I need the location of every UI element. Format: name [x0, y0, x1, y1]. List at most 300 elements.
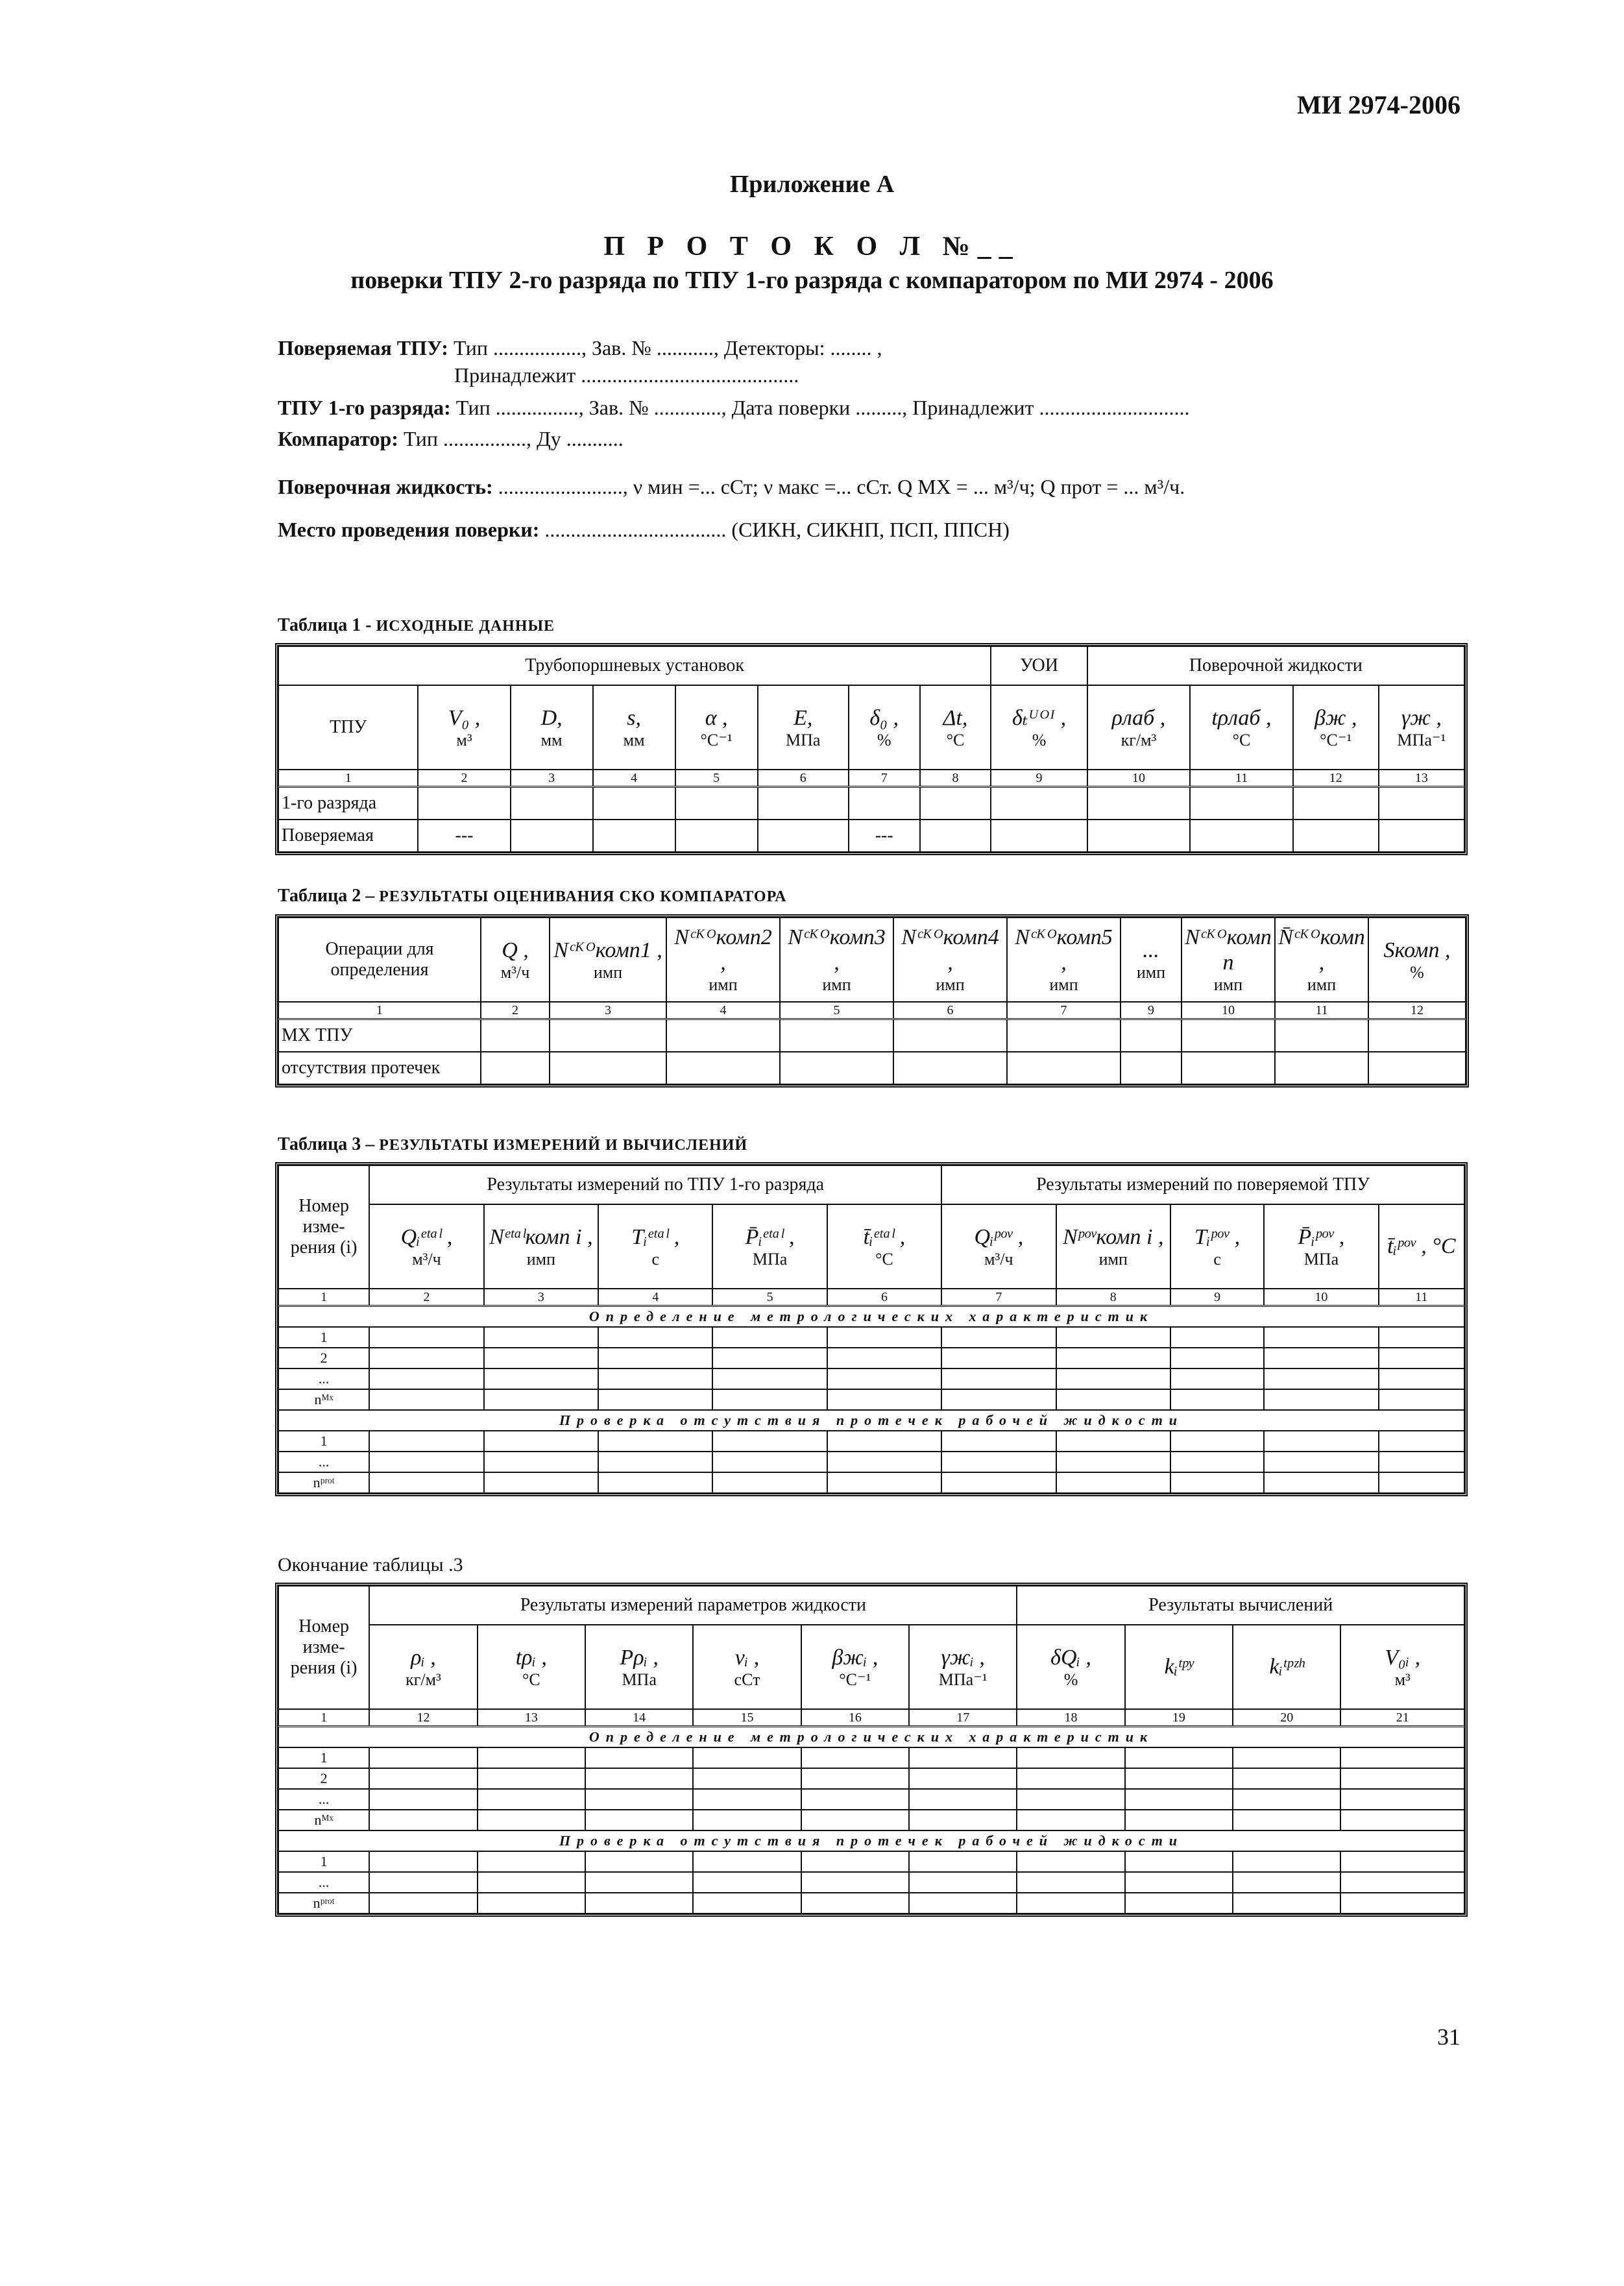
table-cell [585, 1747, 693, 1768]
column-unit: имп [936, 975, 965, 995]
column-unit: имп [526, 1249, 555, 1269]
table-cell [1264, 1452, 1378, 1472]
table-row [278, 1389, 1464, 1410]
table-row [278, 1368, 1464, 1389]
table-cell [585, 1893, 693, 1914]
info-line-owner [454, 363, 799, 387]
info-text: ........................, ν мин =... сСт; ν макс =... сСт. Q МХ = ... м³/ч; Q прот = ... м³/ч. [498, 475, 1185, 498]
column-symbol: δ₀ , [869, 705, 899, 730]
protocol-subtitle: поверки ТПУ 2-го разряда по ТПУ 1-го разряда с компаратором по МИ 2974 - 2006 [350, 267, 1274, 294]
column-symbol: Nᶜᴷᴼкомп2 , [674, 925, 772, 975]
table-cell [1190, 820, 1293, 852]
table-cell [585, 1851, 693, 1872]
column-number: 8 [920, 770, 991, 787]
table-cell [827, 1368, 941, 1389]
column-number: 6 [827, 1289, 941, 1306]
table-cell [712, 1472, 827, 1493]
group-header-uoi: УОИ [991, 646, 1087, 685]
table-cell [369, 1472, 483, 1493]
table-cell [827, 1327, 941, 1348]
table-cell [593, 787, 675, 820]
column-symbol: kᵢᵗᵖᶻʰ [1269, 1655, 1305, 1679]
table-cell [585, 1872, 693, 1893]
table-cell [1340, 1851, 1464, 1872]
table-cell [1170, 1368, 1264, 1389]
column-unit: % [1063, 1670, 1078, 1689]
column-header-operations: Операции для определения [278, 918, 481, 1002]
section-header-metrology: Определение метрологических характеристик [278, 1727, 1464, 1748]
row-label: 1-го разряда [278, 787, 418, 820]
table-cell [593, 820, 675, 852]
column-number: 4 [598, 1289, 712, 1306]
table-cell [1340, 1810, 1464, 1830]
table-cell [1275, 1052, 1368, 1084]
table-row [278, 1348, 1464, 1368]
table-cell [1056, 1472, 1170, 1493]
table-cell [1125, 1851, 1233, 1872]
table-cell [1379, 1472, 1464, 1493]
column-unit: м³ [1394, 1670, 1411, 1689]
info-text: Тип ................, Ду ........... [403, 427, 624, 450]
column-header [1170, 1204, 1264, 1289]
column-unit: МПа [752, 1249, 788, 1269]
column-number: 1 [278, 1002, 481, 1019]
column-unit: мм [540, 730, 563, 749]
group-header-calculations: Результаты вычислений [1017, 1586, 1464, 1625]
column-symbol: βжᵢ , [832, 1645, 879, 1670]
table-cell [909, 1872, 1017, 1893]
column-unit: кг/м³ [406, 1670, 441, 1689]
column-header [1182, 918, 1275, 1002]
info-label: Компаратор: [278, 427, 398, 450]
column-number: 21 [1340, 1709, 1464, 1727]
table-cell [585, 1810, 693, 1830]
table-cell [484, 1348, 598, 1368]
column-header [1233, 1625, 1340, 1709]
caption-prefix: Таблица 1 - [278, 615, 372, 635]
column-header [920, 685, 991, 770]
column-header-measurement-number: Номер изме-рения (i) [278, 1165, 369, 1289]
column-number: 20 [1233, 1709, 1340, 1727]
row-label: МХ ТПУ [278, 1019, 481, 1052]
page-number: 31 [1437, 2024, 1460, 2050]
column-symbol: δQᵢ , [1050, 1645, 1091, 1670]
column-unit: МПа [622, 1670, 657, 1689]
table-cell [418, 787, 510, 820]
column-number: 19 [1125, 1709, 1233, 1727]
table-cell [369, 1893, 477, 1914]
row-number: 1 [278, 1747, 369, 1768]
table-cell [920, 820, 991, 852]
table-cell [1368, 1052, 1466, 1084]
table-cell [484, 1368, 598, 1389]
column-header [675, 685, 758, 770]
column-unit: °C [1232, 730, 1251, 749]
table-cell [849, 787, 920, 820]
column-symbol: Nᶜᴷᴼкомп5 , [1015, 925, 1113, 975]
row-number: nᵖʳᵒᵗ [278, 1472, 369, 1493]
table-cell [693, 1789, 801, 1810]
table-cell [712, 1327, 827, 1348]
table-cell [1007, 1052, 1121, 1084]
table-cell [909, 1851, 1017, 1872]
table-cell [1264, 1431, 1378, 1452]
table-cell [550, 1052, 666, 1084]
table-cell [780, 1052, 893, 1084]
column-header [693, 1625, 801, 1709]
column-symbol: Tᵢᵉᵗᵃˡ , [631, 1224, 680, 1249]
caption-text: РЕЗУЛЬТАТЫ ИЗМЕРЕНИЙ И ВЫЧИСЛЕНИЙ [379, 1137, 748, 1154]
row-label: отсутствия протечек [278, 1052, 481, 1084]
table2-caption [278, 886, 787, 906]
table-cell [1264, 1327, 1378, 1348]
table-cell [991, 820, 1087, 852]
column-unit: °C⁻¹ [839, 1670, 871, 1689]
column-number: 12 [1293, 770, 1379, 787]
column-number: 5 [780, 1002, 893, 1019]
table3-caption [278, 1134, 747, 1155]
table-cell [666, 1019, 780, 1052]
column-header [1190, 685, 1293, 770]
column-unit: % [1410, 962, 1424, 982]
table-cell [1368, 1019, 1466, 1052]
table-cell [1017, 1872, 1124, 1893]
row-number: 1 [278, 1431, 369, 1452]
table-cell [585, 1768, 693, 1789]
table-row [278, 1893, 1464, 1914]
row-number: 2 [278, 1768, 369, 1789]
table-cell [369, 1348, 483, 1368]
column-symbol: N̄ᶜᴷᴼкомп , [1278, 925, 1365, 975]
column-number: 8 [1056, 1289, 1170, 1306]
table3 [278, 1165, 1465, 1494]
group-header-liquid-params: Результаты измерений параметров жидкости [369, 1586, 1017, 1625]
column-header [1121, 918, 1182, 1002]
appendix-title: Приложение А [729, 171, 895, 198]
column-header [1368, 918, 1466, 1002]
info-text: Тип ................, Зав. № ............., Дата поверки ........., Принадлежит ............................. [455, 396, 1190, 419]
table-cell [909, 1768, 1017, 1789]
table-cell [801, 1789, 909, 1810]
column-unit: °C⁻¹ [700, 730, 733, 749]
table-cell [827, 1472, 941, 1493]
table2 [278, 917, 1466, 1085]
column-number: 2 [369, 1289, 483, 1306]
column-symbol: ρлаб , [1111, 705, 1166, 730]
table-cell [598, 1327, 712, 1348]
table-cell [1056, 1327, 1170, 1348]
table-cell: --- [418, 820, 510, 852]
table-cell [827, 1389, 941, 1410]
column-unit: имп [1213, 975, 1243, 995]
table3-continuation-caption: Окончание таблицы .3 [278, 1554, 463, 1575]
column-unit: имп [709, 975, 738, 995]
column-symbol: Qᵢᵉᵗᵃˡ , [400, 1224, 453, 1249]
row-number: nᴹˣ [278, 1810, 369, 1830]
table-cell [369, 1747, 477, 1768]
table-row [278, 1789, 1464, 1810]
table-row [278, 1431, 1464, 1452]
column-symbol: Q , [502, 938, 529, 962]
column-header [780, 918, 893, 1002]
table-cell [801, 1768, 909, 1789]
table-cell [484, 1472, 598, 1493]
table-cell [1340, 1768, 1464, 1789]
table-cell [920, 787, 991, 820]
column-number: 9 [1121, 1002, 1182, 1019]
table-cell [1170, 1431, 1264, 1452]
table-cell [780, 1019, 893, 1052]
table-cell [758, 787, 849, 820]
column-header-tpu: ТПУ [278, 685, 418, 770]
column-number: 12 [1368, 1002, 1466, 1019]
table-cell [1056, 1368, 1170, 1389]
info-text: Тип ................., Зав. № ..........., Детекторы: ........ , [453, 336, 882, 359]
table-cell [369, 1389, 483, 1410]
table-cell [1264, 1368, 1378, 1389]
table-cell [1379, 1327, 1464, 1348]
table-cell [712, 1452, 827, 1472]
column-symbol: V₀ᵢ , [1385, 1645, 1421, 1670]
table-cell [484, 1431, 598, 1452]
column-number: 2 [481, 1002, 550, 1019]
table-cell [712, 1389, 827, 1410]
table-cell [1233, 1851, 1340, 1872]
section-header-leak-check: Проверка отсутствия протечек рабочей жидкости [278, 1410, 1464, 1431]
table-cell [1170, 1327, 1264, 1348]
column-number: 14 [585, 1709, 693, 1727]
column-symbol: Pρᵢ , [620, 1645, 659, 1670]
column-unit: % [1032, 730, 1047, 749]
column-header [1017, 1625, 1124, 1709]
column-header [593, 685, 675, 770]
column-header [1340, 1625, 1464, 1709]
table3-continuation [278, 1585, 1465, 1914]
column-number: 5 [712, 1289, 827, 1306]
column-number: 9 [991, 770, 1087, 787]
column-unit: °C [522, 1670, 540, 1689]
table-cell [1233, 1893, 1340, 1914]
column-symbol: Δt, [943, 705, 968, 730]
info-line-tested-tpu [278, 336, 882, 360]
column-header [478, 1625, 585, 1709]
column-header [1087, 685, 1191, 770]
table-cell [369, 1789, 477, 1810]
table-cell [1125, 1789, 1233, 1810]
info-line-liquid [278, 475, 1185, 499]
column-symbol: kᵢᵗᵖʸ [1164, 1655, 1194, 1679]
column-header [369, 1204, 483, 1289]
table-cell [1379, 1389, 1464, 1410]
table-row [278, 1052, 1466, 1084]
column-symbol: ρᵢ , [411, 1645, 436, 1670]
table-row [278, 1768, 1464, 1789]
column-number: 13 [478, 1709, 585, 1727]
column-number: 15 [693, 1709, 801, 1727]
column-symbol: Nᵖᵒᵛкомп i , [1062, 1224, 1164, 1249]
table-cell [598, 1452, 712, 1472]
table-cell [893, 1019, 1007, 1052]
table-cell [1125, 1872, 1233, 1893]
section-header-metrology: Определение метрологических характеристик [278, 1306, 1464, 1328]
table-cell [1121, 1019, 1182, 1052]
column-symbol: Nᵉᵗᵃˡкомп i , [489, 1224, 593, 1249]
table-cell [1340, 1747, 1464, 1768]
column-header [481, 918, 550, 1002]
table-cell [909, 1893, 1017, 1914]
caption-prefix: Таблица 3 – [278, 1134, 375, 1154]
table-cell [801, 1872, 909, 1893]
table-cell [478, 1810, 585, 1830]
table-row [278, 787, 1464, 820]
table-cell [1379, 820, 1464, 852]
table-cell [478, 1851, 585, 1872]
table-cell [1264, 1348, 1378, 1368]
column-number: 7 [1007, 1002, 1121, 1019]
table-cell [1233, 1768, 1340, 1789]
table-cell: --- [849, 820, 920, 852]
column-header [1293, 685, 1379, 770]
table-cell [1233, 1810, 1340, 1830]
column-unit: мм [623, 730, 645, 749]
column-unit: имп [822, 975, 851, 995]
column-number: 5 [675, 770, 758, 787]
table-cell [511, 820, 593, 852]
column-number: 11 [1275, 1002, 1368, 1019]
table-cell [1056, 1348, 1170, 1368]
table-cell [1233, 1789, 1340, 1810]
info-line-place [278, 518, 1010, 542]
table-cell [893, 1052, 1007, 1084]
table-cell [1379, 1431, 1464, 1452]
column-symbol: tρᵢ , [515, 1645, 547, 1670]
table-cell [484, 1452, 598, 1472]
column-header [418, 685, 510, 770]
column-header [585, 1625, 693, 1709]
column-unit: °C [946, 730, 965, 749]
table-cell [693, 1893, 801, 1914]
table-row [278, 1472, 1464, 1493]
table-cell [1379, 1368, 1464, 1389]
column-number: 10 [1182, 1002, 1275, 1019]
row-number: 1 [278, 1851, 369, 1872]
table-cell [941, 1389, 1056, 1410]
column-number: 6 [893, 1002, 1007, 1019]
table-cell [909, 1747, 1017, 1768]
column-number: 16 [801, 1709, 909, 1727]
column-header [1056, 1204, 1170, 1289]
table-cell [484, 1389, 598, 1410]
info-label: Поверочная жидкость: [278, 475, 493, 498]
info-line-ref-tpu [278, 396, 1190, 420]
table-cell [909, 1810, 1017, 1830]
table-cell [369, 1452, 483, 1472]
table-cell [693, 1851, 801, 1872]
row-number: nᵖʳᵒᵗ [278, 1893, 369, 1914]
table-cell [801, 1747, 909, 1768]
table-cell [369, 1327, 483, 1348]
table-cell [1170, 1472, 1264, 1493]
table-cell [1275, 1019, 1368, 1052]
row-number: ... [278, 1789, 369, 1810]
table-cell [484, 1327, 598, 1348]
column-symbol: γжᵢ , [941, 1645, 985, 1670]
column-symbol: νᵢ , [734, 1645, 760, 1670]
table-cell [1056, 1389, 1170, 1410]
table-cell [1340, 1789, 1464, 1810]
row-number: 1 [278, 1327, 369, 1348]
table-cell [712, 1348, 827, 1368]
column-symbol: Nᶜᴷᴼкомп4 , [901, 925, 999, 975]
column-symbol: Qᵢᵖᵒᵛ , [974, 1224, 1024, 1249]
column-unit: МПа⁻¹ [938, 1670, 988, 1689]
column-number: 11 [1190, 770, 1293, 787]
group-header-reference: Результаты измерений по ТПУ 1-го разряда [369, 1165, 941, 1204]
table-cell [675, 787, 758, 820]
table-row [278, 1452, 1464, 1472]
info-label: Поверяемая ТПУ: [278, 336, 448, 359]
group-header-liquid: Поверочной жидкости [1087, 646, 1464, 685]
column-header [550, 918, 666, 1002]
column-symbol: Nᶜᴷᴼкомп n [1185, 925, 1272, 975]
table-cell [693, 1768, 801, 1789]
row-number: ... [278, 1368, 369, 1389]
table-cell [827, 1431, 941, 1452]
column-unit: МПа⁻¹ [1397, 730, 1446, 749]
column-number: 4 [666, 1002, 780, 1019]
column-number: 13 [1379, 770, 1464, 787]
table-cell [1293, 820, 1379, 852]
table-cell [941, 1431, 1056, 1452]
column-number: 3 [550, 1002, 666, 1019]
column-symbol: Nᶜᴷᴼкомп3 , [788, 925, 886, 975]
column-symbol: E, [794, 705, 813, 730]
table1 [278, 646, 1465, 853]
column-unit: °C [875, 1249, 893, 1269]
column-unit: кг/м³ [1121, 730, 1157, 749]
table-cell [1056, 1452, 1170, 1472]
column-symbol: δₜᵁᴼᴵ , [1012, 705, 1067, 730]
table-cell [511, 787, 593, 820]
table-row [278, 820, 1464, 852]
table-cell [909, 1789, 1017, 1810]
column-symbol: Tᵢᵖᵒᵛ , [1194, 1224, 1241, 1249]
table-cell [693, 1747, 801, 1768]
column-header [1264, 1204, 1378, 1289]
table-cell [369, 1810, 477, 1830]
table-row [278, 1810, 1464, 1830]
table-cell [1007, 1019, 1121, 1052]
column-unit: % [877, 730, 891, 749]
table-cell [1182, 1019, 1275, 1052]
column-number: 3 [511, 770, 593, 787]
row-number: 2 [278, 1348, 369, 1368]
column-unit: °C⁻¹ [1320, 730, 1352, 749]
table-cell [675, 820, 758, 852]
table-cell [478, 1789, 585, 1810]
info-line-comparator [278, 427, 624, 451]
column-header [758, 685, 849, 770]
table-cell [941, 1472, 1056, 1493]
column-number: 1 [278, 1709, 369, 1727]
table-cell [666, 1052, 780, 1084]
caption-text: ИСХОДНЫЕ ДАННЫЕ [376, 618, 555, 635]
column-unit: м³ [456, 730, 472, 749]
table-cell [1379, 1348, 1464, 1368]
info-label: ТПУ 1-го разряда: [278, 396, 451, 419]
column-number: 10 [1264, 1289, 1378, 1306]
column-header [801, 1625, 909, 1709]
